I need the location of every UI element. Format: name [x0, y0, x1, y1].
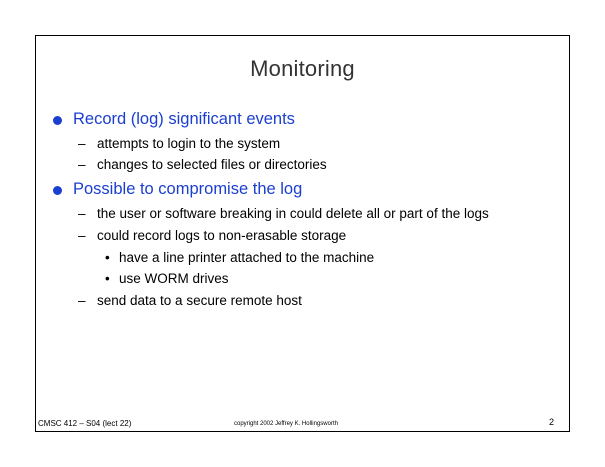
bullet-icon: • [105, 271, 110, 286]
sub-bullet-text: send data to a secure remote host [97, 293, 302, 308]
dash-icon: – [78, 228, 86, 243]
slide-title: Monitoring [250, 56, 355, 81]
bullet-dot-icon [53, 186, 62, 195]
bullet-text: Possible to compromise the log [73, 180, 303, 198]
footer-course: CMSC 412 – S04 (lect 22) [38, 419, 132, 428]
dash-icon: – [78, 136, 86, 151]
bullet-text: Record (log) significant events [73, 110, 295, 128]
page-number: 2 [549, 417, 555, 427]
dash-icon: – [78, 157, 86, 172]
dash-icon: – [78, 293, 86, 308]
sub-bullet-text: attempts to login to the system [97, 136, 281, 151]
sub-bullet-text: could record logs to non-erasable storage [97, 228, 347, 243]
dash-icon: – [78, 206, 86, 221]
footer-copyright: copyright 2002 Jeffrey K. Hollingsworth [234, 421, 338, 427]
sub-sub-bullet-text: use WORM drives [119, 271, 229, 286]
bullet-icon: • [105, 250, 110, 265]
sub-bullet-text: changes to selected files or directories [97, 157, 327, 172]
bullet-dot-icon [53, 116, 62, 125]
sub-bullet-text: the user or software breaking in could delete all or part of the logs [97, 206, 489, 221]
sub-sub-bullet-text: have a line printer attached to the machine [119, 250, 375, 265]
